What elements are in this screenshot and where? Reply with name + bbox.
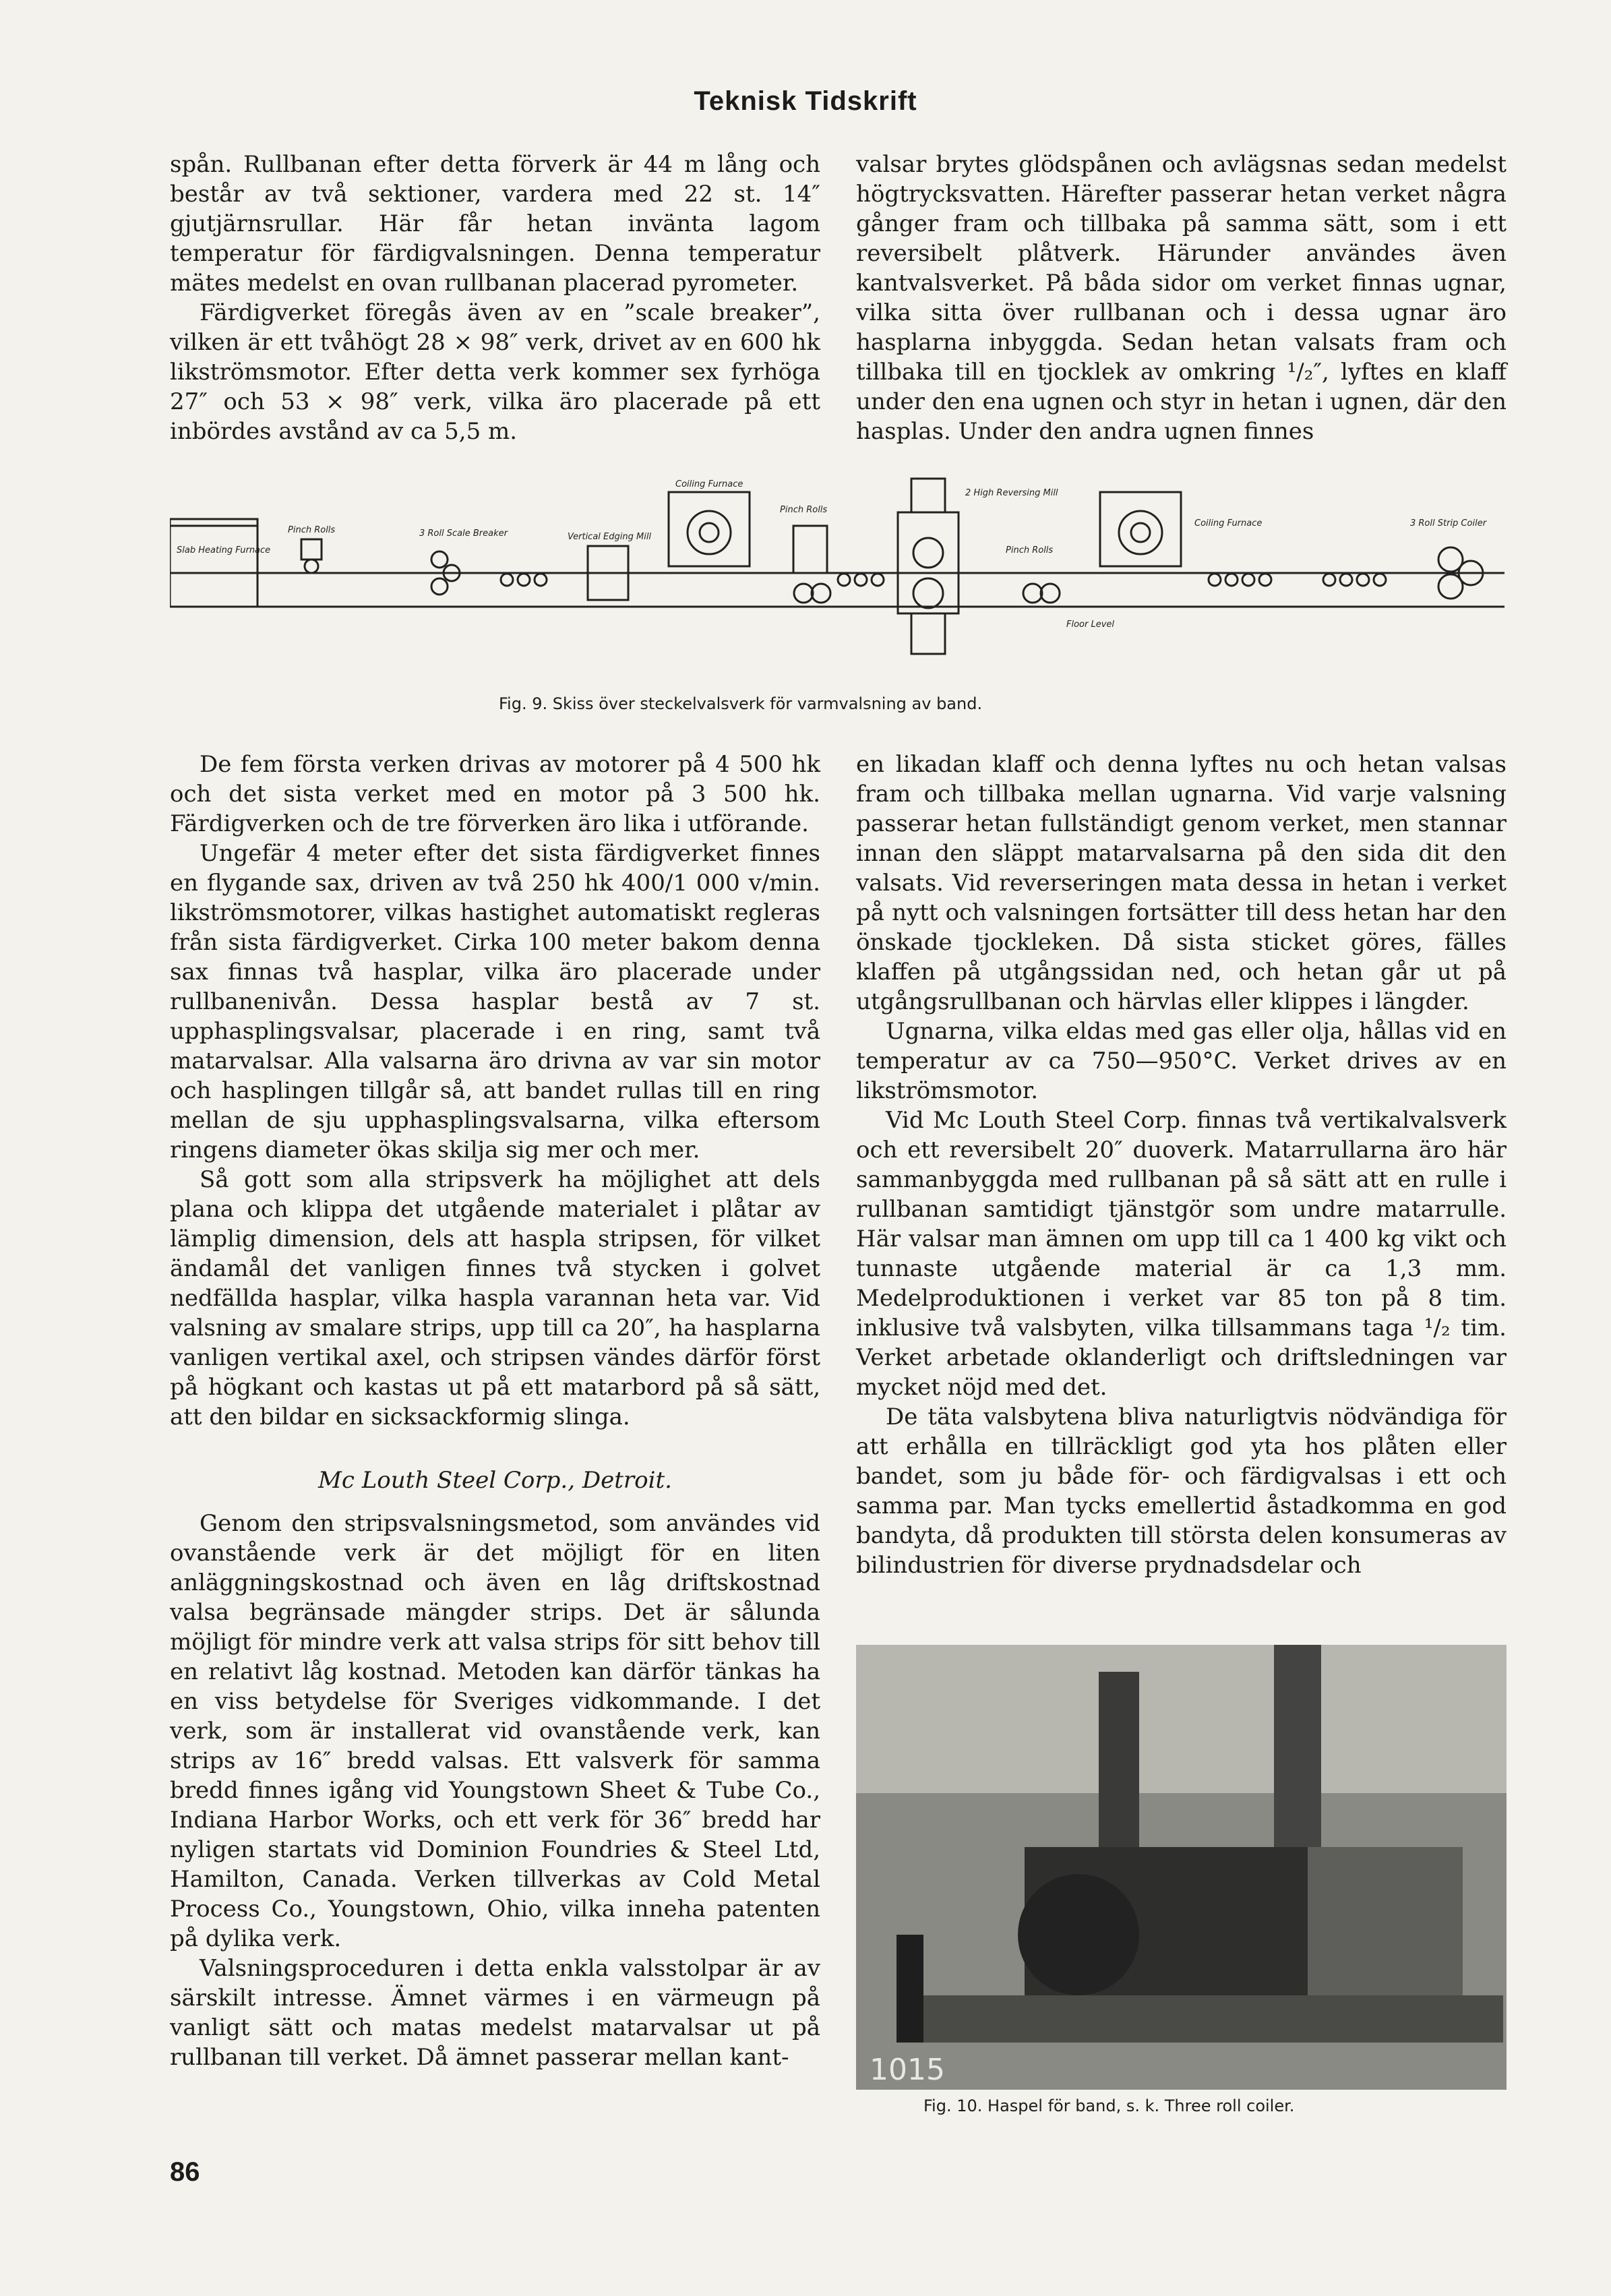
paragraph: De täta valsbytena bliva naturligtvis nödvändiga för att erhålla en tillräckligt god yta hos plåten eller bandet, som ju både för- och färdigvalsas i ett och samma par. Man tycks emellertid åstadkomma en god bandyta, då produkten till största delen konsumeras av bilindustrien för diverse prydnadsdelar och bbox=[856, 1403, 1507, 1579]
section-heading: Mc Louth Steel Corp., Detroit. bbox=[318, 1467, 672, 1494]
paragraph: en likadan klaff och denna lyftes nu och hetan valsas fram och tillbaka mellan ugnarna. Vid varje valsning passerar hetan fullständigt genom verket, men stannar innan den släppt matarvalsarna på den sida dit den valsats. Vid reverseringen mata dessa in hetan i verket på nytt och valsningen fortsätter till dess hetan har den önskade tjockleken. Då sista sticket göres, fälles klaffen på utgångssidan ned, och hetan går ut på utgångsrullbanan och härvlas eller klippes i längder. bbox=[856, 751, 1507, 1015]
label-strip-coiler: 3 Roll Strip Coiler bbox=[1410, 518, 1487, 528]
paragraph: Ugnarna, vilka eldas med gas eller olja, hållas vid en temperatur av ca 750—950°C. Verket drives av en likströmsmotor. bbox=[856, 1018, 1507, 1104]
reversing-mill-shape bbox=[898, 512, 959, 613]
figure-9-diagram bbox=[170, 472, 1504, 667]
column-top-left bbox=[170, 150, 820, 446]
label-slab-furnace: Slab Heating Furnace bbox=[177, 545, 271, 555]
label-two-high-mill: 2 High Reversing Mill bbox=[965, 488, 1058, 498]
label-vertical-edging: Vertical Edging Mill bbox=[568, 532, 652, 542]
label-pinch-rolls-3: Pinch Rolls bbox=[1006, 545, 1054, 555]
label-pinch-rolls-1: Pinch Rolls bbox=[288, 525, 336, 535]
journal-header: Teknisk Tidskrift bbox=[694, 86, 917, 116]
roller-row bbox=[501, 574, 1386, 586]
paragraph: Valsningsproceduren i detta enkla valsstolpar är av särskilt intresse. Ämnet värmes i en värmeugn på vanligt sätt och matas medelst matarvalsar ut på rullbanan till verket. Då ämnet passerar mellan kant- bbox=[170, 1955, 820, 2071]
paragraph: De fem första verken drivas av motorer på 4 500 hk och det sista verket med en motor på 3 500 hk. Färdigverken och de tre förverken äro lika i utförande. bbox=[170, 751, 820, 837]
paragraph: Färdigverket föregås även av en ”scale breaker”, vilken är ett tvåhögt 28 × 98″ verk, drivet av en 600 hk likströmsmotor. Efter detta verk kommer sex fyrhöga 27″ och 53 × 98″ verk, vilka äro placerade på ett inbördes avstånd av ca 5,5 m. bbox=[170, 299, 820, 445]
page-number: 86 bbox=[170, 2157, 200, 2187]
paragraph: valsar brytes glödspånen och avlägsnas sedan medelst högtrycksvatten. Härefter passerar hetan verket några gånger fram och tillbaka på samma sätt, som i ett reversibelt plåtverk. Härunder användes även kantvalsverket. På båda sidor om verket finnas ugnar, vilka sitta över rullbanan och i dessa ugnar äro hasplarna inbyggda. Sedan hetan valsats fram och tillbaka till en tjocklek av omkring ¹/₂″, lyftes en klaff under den ena ugnen och styr in hetan i ugnen, där den hasplas. Under den andra ugnen finnes bbox=[856, 151, 1507, 445]
label-coiling-furnace-2: Coiling Furnace bbox=[1194, 518, 1263, 528]
paragraph: spån. Rullbanan efter detta förverk är 44 m lång och består av två sektioner, vardera med 22 st. 14″ gjutjärnsrullar. Här får hetan invänta lagom temperatur för färdigvalsningen. Denna temperatur mätes medelst en ovan rullbanan placerad pyrometer. bbox=[170, 151, 820, 297]
label-scale-breaker: 3 Roll Scale Breaker bbox=[419, 528, 508, 539]
paragraph: Genom den stripsvalsningsmetod, som användes vid ovanstående verk är det möjligt för en liten anläggningskostnad och även en låg driftskostnad valsa begränsade mängder strips. Det är sålunda möjligt för mindre verk att valsa strips för sitt behov till en relativt låg kostnad. Metoden kan därför tänkas ha en viss betydelse för Sveriges vidkommande. I det verk, som är installerat vid ovanstående verk, kan strips av 16″ bredd valsas. Ett valsverk för samma bredd finnes igång vid Youngstown Sheet & Tube Co., Indiana Harbor Works, och ett verk för 36″ bredd har nyligen startats vid Dominion Foundries & Steel Ltd, Hamilton, Canada. Verken tillverkas av Cold Metal Process Co., Youngstown, Ohio, vilka inneha patenten på dylika verk. bbox=[170, 1510, 820, 1952]
figure-9-caption: Fig. 9. Skiss över steckelvalsverk för varmvalsning av band. bbox=[499, 694, 983, 713]
photo-mark: 1015 bbox=[870, 2053, 945, 2087]
label-coiling-furnace-1: Coiling Furnace bbox=[675, 479, 743, 489]
paragraph: Vid Mc Louth Steel Corp. finnas två vertikalvalsverk och ett reversibelt 20″ duoverk. Matarrullarna äro här sammanbyggda med rullbanan på så sätt att en rulle i rullbanan samtidigt tjänstgör som undre matarrulle. Här valsar man ämnen om upp till ca 1 400 kg vikt och tunnaste utgående material är ca 1,3 mm. Medelproduktionen i verket var 85 ton på 8 tim. inklusive två valsbyten, vilka tillsammans taga ¹/₂ tim. Verket arbetade oklanderligt och driftsledningen var mycket nöjd med det. bbox=[856, 1107, 1507, 1401]
column-bottom-left bbox=[170, 750, 820, 2072]
paragraph: Ungefär 4 meter efter det sista färdigverket finnes en flygande sax, driven av två 250 hk 400/1 000 v/min. likströmsmotorer, vilkas hastighet automatiskt regleras från sista färdigverket. Cirka 100 meter bakom denna sax finnas två hasplar, vilka äro placerade under rullbanenivån. Dessa hasplar bestå av 7 st. upphasplingsvalsar, placerade i en ring, samt två matarvalsar. Alla valsarna äro drivna av var sin motor och hasplingen tillgår så, att bandet rullas till en ring mellan de sju upphasplingsvalsarna, vilka eftersom ringens diameter ökas skilja sig mer och mer. bbox=[170, 840, 820, 1164]
label-floor-level: Floor Level bbox=[1066, 620, 1115, 630]
column-bottom-right bbox=[856, 750, 1507, 1580]
figure-10-photo bbox=[856, 1645, 1507, 2090]
slab-furnace-shape bbox=[170, 519, 257, 607]
paragraph: Så gott som alla stripsverk ha möjlighet att dels plana och klippa det utgående materialet i plåtar av lämplig dimension, dels att haspla stripsen, för vilket ändamål det vanligen finnes två stycken i golvet nedfällda hasplar, vilka haspla varannan heta var. Vid valsning av smalare strips, upp till ca 20″, ha hasplarna vanligen vertikal axel, och stripsen vändes därför först på högkant och kastas ut på ett matarbord på så sätt, att den bildar en sicksackformig slinga. bbox=[170, 1166, 820, 1430]
label-pinch-rolls-2: Pinch Rolls bbox=[780, 505, 828, 515]
column-top-right bbox=[856, 150, 1507, 446]
figure-10-caption: Fig. 10. Haspel för band, s. k. Three roll coiler. bbox=[923, 2096, 1295, 2115]
